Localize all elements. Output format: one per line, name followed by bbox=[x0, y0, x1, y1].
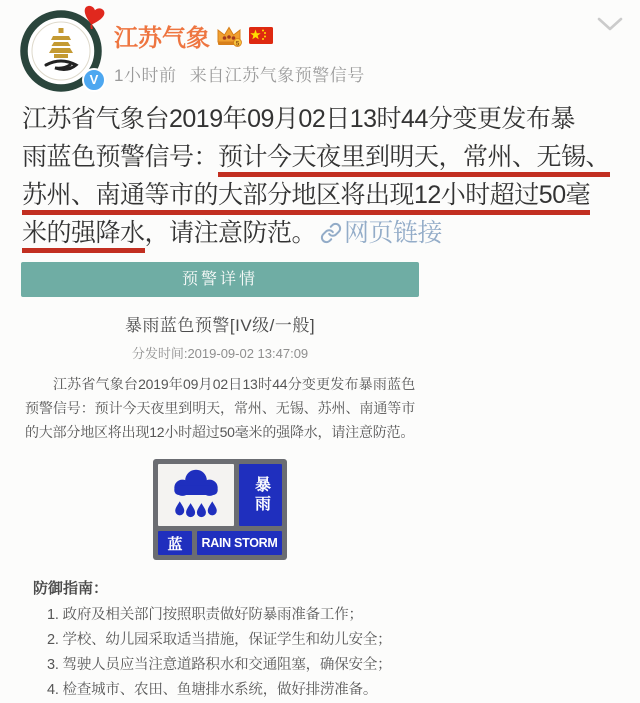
post-text-line bbox=[22, 100, 622, 138]
author-name[interactable]: 江苏气象 bbox=[114, 25, 210, 52]
post-text-segment: 江苏省气象台2019年09月02日13时44分变更发布暴 bbox=[22, 105, 575, 133]
post-text-segment: 雨蓝色预警信号： bbox=[22, 143, 219, 171]
warning-title: 暴雨蓝色预警[IV级/一般] bbox=[124, 316, 316, 335]
guideline-text: 3. 驾驶人员应当注意道路积水和交通阻塞，确保安全； bbox=[47, 657, 392, 673]
post-text-underlined: 预计今天夜里到明天，常州、无锡、 bbox=[218, 143, 610, 177]
sign-name-en: RAIN STORM bbox=[201, 536, 278, 550]
defense-guide-title: 防御指南： bbox=[33, 580, 109, 597]
post-text bbox=[0, 92, 640, 252]
guideline-item bbox=[47, 653, 419, 678]
post-text-underlined: 苏州、南通等市的大部分地区将出现12小时超过50毫 bbox=[22, 181, 590, 215]
post-meta bbox=[114, 61, 624, 86]
warning-detail-card[interactable] bbox=[21, 262, 419, 703]
svg-text:5: 5 bbox=[235, 40, 240, 47]
post-text-segment: ，请注意防范。 bbox=[144, 219, 317, 247]
sign-name-cell bbox=[239, 464, 282, 526]
link-icon bbox=[320, 222, 342, 244]
guideline-item bbox=[47, 603, 419, 628]
avatar[interactable] bbox=[20, 10, 102, 92]
warning-body-text: 江苏省气象台2019年09月02日13时44分变更发布暴雨蓝色预警信号：预计今天夜里到明天，常州、无锡、苏州、南通等市的大部分地区将出现12小时超过50毫米的强降水，请注意防范。 bbox=[25, 376, 415, 440]
author-block bbox=[114, 10, 624, 86]
verified-badge: V bbox=[82, 68, 106, 92]
post-text-underlined: 米的强降水 bbox=[22, 219, 145, 253]
post-text-line bbox=[22, 176, 622, 214]
web-link[interactable] bbox=[320, 219, 442, 247]
post-text-line bbox=[22, 138, 622, 176]
heart-decoration-icon bbox=[79, 4, 106, 33]
rainstorm-warning-sign bbox=[153, 459, 287, 560]
post-text-lines bbox=[22, 100, 622, 214]
web-link-label: 网页链接 bbox=[344, 219, 443, 247]
guideline-item bbox=[47, 628, 419, 653]
defense-guidelines bbox=[47, 603, 419, 703]
sign-name-en-cell bbox=[197, 531, 282, 555]
post-text-line bbox=[22, 214, 622, 252]
chevron-down-icon[interactable] bbox=[596, 16, 624, 32]
sign-level-cell bbox=[158, 531, 192, 555]
post-time: 1小时前 bbox=[114, 66, 177, 85]
guideline-text: 1. 政府及相关部门按照职责做好防暴雨准备工作； bbox=[47, 607, 363, 623]
card-header: 预警详情 bbox=[21, 262, 419, 297]
post-header bbox=[0, 0, 640, 92]
china-flag-icon bbox=[249, 27, 273, 44]
dispatch-time: 分发时间:2019-09-02 13:47:09 bbox=[131, 346, 309, 361]
guideline-text: 2. 学校、幼儿园采取适当措施，保证学生和幼儿安全； bbox=[47, 632, 392, 648]
rain-cloud-icon bbox=[158, 464, 234, 526]
guideline-text: 4. 检查城市、农田、鱼塘排水系统，做好排涝准备。 bbox=[47, 682, 378, 698]
sign-name-cn: 暴雨 bbox=[252, 476, 270, 514]
vip-crown-icon bbox=[216, 25, 243, 47]
post-source: 来自江苏气象预警信号 bbox=[189, 66, 365, 85]
sign-level-cn: 蓝 bbox=[167, 535, 183, 553]
